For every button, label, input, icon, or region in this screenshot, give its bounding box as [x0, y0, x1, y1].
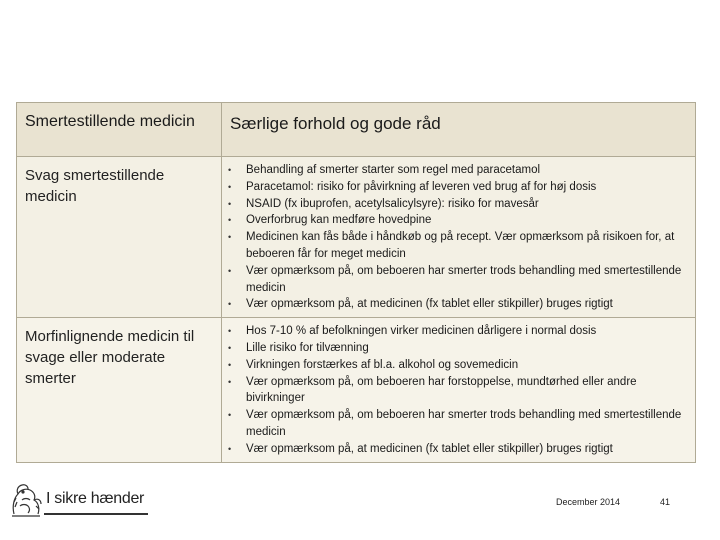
- bullet-dot-icon: •: [228, 443, 232, 454]
- list-item: • Virkningen forstærkes af bl.a. alkohol og sovemedicin: [222, 357, 689, 374]
- bullet-dot-icon: •: [228, 181, 232, 192]
- bullet-dot-icon: •: [228, 198, 232, 209]
- list-item: • Vær opmærksom på, om beboeren har smerter trods behandling med smertestillende medicin: [228, 409, 682, 438]
- footer-date: December 2014: [556, 497, 621, 507]
- bullet-dot-icon: •: [228, 232, 232, 243]
- bullet-dot-icon: •: [228, 410, 232, 421]
- list-item: • Paracetamol: risiko for påvirkning af leveren ved brug af for høj dosis: [222, 179, 689, 196]
- advice-list: [222, 162, 689, 313]
- list-item: • Behandling af smerter starter som regel med paracetamol: [222, 162, 689, 179]
- bullet-dot-icon: •: [228, 376, 232, 387]
- bullet-dot-icon: •: [228, 326, 232, 337]
- list-item: • Hos 7-10 % af befolkningen virker medicinen dårligere i normal dosis: [222, 323, 689, 340]
- list-item: • Overforbrug kan medføre hovedpine: [222, 212, 689, 229]
- list-item: • Vær opmærksom på, om beboeren har smerter trods behandling med smertestillende medicin: [228, 264, 682, 294]
- list-item: • Lille risiko for tilvænning: [222, 340, 689, 357]
- bullet-dot-icon: •: [228, 215, 232, 226]
- logo-underline: [44, 513, 148, 515]
- bullet-dot-icon: •: [228, 299, 232, 310]
- header-medicine-type: Smertestillende medicin: [17, 103, 222, 157]
- row-label: Morfinlignende medicin til svage eller moderate smerter: [17, 318, 222, 462]
- list-item: • Vær opmærksom på, at medicinen (fx tablet eller stikpiller) bruges rigtigt: [222, 441, 689, 458]
- list-item: • Vær opmærksom på, at medicinen (fx tablet eller stikpiller) bruges rigtigt: [222, 296, 689, 313]
- logo-wordmark: I sikre hænder: [46, 490, 145, 507]
- list-item: • Vær opmærksom på, om beboeren har forstoppelse, mundtørhed eller andre bivirkninger: [228, 375, 637, 405]
- table-header-row: [17, 103, 696, 157]
- bullet-dot-icon: •: [228, 359, 232, 370]
- table-row-morphine-like: [17, 318, 696, 462]
- bullet-dot-icon: •: [228, 342, 232, 353]
- page-number: 41: [660, 497, 671, 507]
- bullet-dot-icon: •: [228, 165, 232, 175]
- list-item: • Medicinen kan fås både i håndkøb og på recept. Vær opmærksom på risikoen for, at beboeren får for meget medicin: [228, 231, 675, 260]
- medicine-table: [16, 102, 696, 463]
- advice-list: [222, 323, 689, 457]
- list-item: • NSAID (fx ibuprofen, acetylsalicylsyre): risiko for mavesår: [222, 196, 689, 213]
- header-special-conditions: Særlige forhold og gode råd: [222, 103, 696, 157]
- bullet-dot-icon: •: [228, 265, 232, 276]
- table-row-weak-painkiller: [17, 157, 696, 318]
- row-advice: [222, 318, 696, 462]
- row-advice: [222, 157, 696, 318]
- row-label: Svag smertestillende medicin: [17, 157, 222, 318]
